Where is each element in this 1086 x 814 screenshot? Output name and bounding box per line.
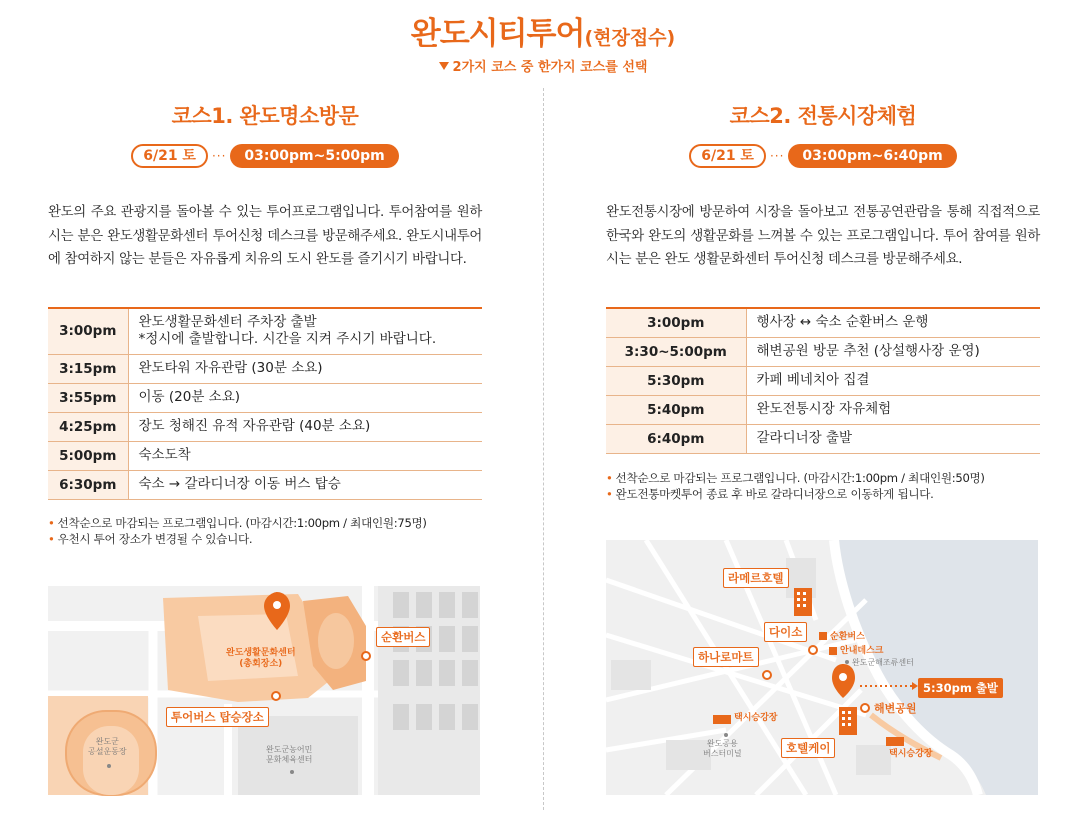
bullet-icon: • — [48, 532, 55, 546]
course1-notes — [48, 515, 482, 547]
bullet-icon: • — [48, 516, 55, 530]
table-row — [606, 424, 1040, 453]
map-taxi2-label: 택시승강장 — [889, 749, 933, 759]
schedule-time: 4:25pm — [48, 412, 128, 441]
schedule-time: 3:55pm — [48, 383, 128, 412]
course2-datetime — [606, 143, 1040, 169]
table-row — [48, 470, 482, 499]
schedule-desc: 카페 베네치아 집결 — [756, 372, 870, 388]
schedule-desc: 숙소도착 — [138, 447, 191, 463]
map-depart-label: 5:30pm 출발 — [918, 678, 1003, 698]
map-bus-small-label: 순환버스 — [830, 632, 865, 642]
note-item: • 선착순으로 마감되는 프로그램입니다. (마감시간:1:00pm / 최대인원:50명) — [606, 471, 985, 485]
note-item: • 선착순으로 마감되는 프로그램입니다. (마감시간:1:00pm / 최대인원:75명) — [48, 516, 427, 530]
triangle-down-icon — [439, 62, 449, 70]
note-item: • 완도전통마켓투어 종료 후 바로 갈라디너장으로 이동하게 됩니다. — [606, 487, 934, 501]
schedule-desc: 해변공원 방문 추천 (상설행사장 운영) — [756, 343, 980, 359]
table-row — [48, 412, 482, 441]
table-row — [48, 441, 482, 470]
subtitle-text: 2가지 코스 중 한가지 코스를 선택 — [452, 60, 648, 75]
schedule-time: 3:00pm — [48, 308, 128, 354]
schedule-time: 5:40pm — [606, 395, 746, 424]
schedule-desc: 갈라디너장 출발 — [756, 430, 853, 446]
schedule-time: 5:00pm — [48, 441, 128, 470]
table-row — [48, 383, 482, 412]
course2-notes — [606, 470, 1040, 502]
schedule-desc: 장도 청해진 유적 자유관람 (40분 소요) — [138, 418, 371, 434]
schedule-time: 3:30~5:00pm — [606, 337, 746, 366]
schedule-desc: 행사장 ↔ 숙소 순환버스 운행 — [756, 314, 929, 331]
table-row — [606, 395, 1040, 424]
course1-schedule-table — [48, 307, 482, 500]
map-research-label: 완도군해조류센터 — [852, 658, 914, 667]
note-item: • 우천시 투어 장소가 변경될 수 있습니다. — [48, 532, 253, 546]
schedule-time: 5:30pm — [606, 366, 746, 395]
table-row — [48, 354, 482, 383]
course2-dots: ··· — [769, 149, 785, 163]
schedule-desc-note: *정시에 출발합니다. 시간을 지켜 주시기 바랍니다. — [138, 331, 437, 348]
title-suffix: (현장접수) — [584, 27, 676, 49]
bullet-icon: • — [606, 471, 613, 485]
table-row — [48, 308, 482, 354]
page-title — [0, 8, 1086, 53]
map-tour-bus-label: 투어버스 탑승장소 — [166, 707, 269, 727]
schedule-time: 3:00pm — [606, 308, 746, 337]
map-taxi1-label: 택시승강장 — [734, 713, 778, 723]
page-subtitle — [0, 56, 1086, 75]
map-terminal-label: 완도공용 버스터미널 — [703, 739, 742, 758]
course2-schedule-table — [606, 307, 1040, 454]
schedule-desc: 완도타워 자유관람 (30분 소요) — [138, 360, 323, 376]
course1-time-pill: 03:00pm~5:00pm — [230, 144, 398, 168]
course2-date-pill: 6/21 토 — [689, 144, 766, 168]
schedule-time: 6:40pm — [606, 424, 746, 453]
course1-dots: ··· — [211, 149, 227, 163]
schedule-desc — [128, 308, 482, 354]
map-hanaro-label: 하나로마트 — [693, 647, 759, 667]
map-hotel-k-label: 호텔케이 — [781, 738, 835, 758]
bullet-icon: • — [606, 487, 613, 501]
schedule-desc-line: 완도생활문화센터 주차장 출발 — [138, 314, 317, 331]
schedule-desc: 이동 (20분 소요) — [138, 389, 240, 405]
course1-datetime — [48, 143, 482, 169]
course2-title: 코스2. 전통시장체험 — [729, 104, 917, 128]
course1-map[interactable] — [48, 586, 480, 795]
schedule-time: 6:30pm — [48, 470, 128, 499]
course1-map-graphic — [48, 586, 480, 795]
column-divider — [543, 88, 544, 810]
map-daiso-label: 다이소 — [764, 622, 807, 642]
map-stadium-label: 완도군 공설운동장 — [88, 737, 127, 756]
table-row — [606, 337, 1040, 366]
course1-date-pill: 6/21 토 — [131, 144, 208, 168]
schedule-desc: 숙소 → 갈라디너장 이동 버스 탑승 — [138, 476, 341, 492]
map-shuttle-bus-label: 순환버스 — [376, 627, 430, 647]
course1-title: 코스1. 완도명소방문 — [171, 104, 359, 128]
course2-map[interactable] — [606, 540, 1038, 759]
map-beach-park-label: 해변공원 — [874, 702, 917, 715]
map-farm-center-label: 완도군농어민 문화체육센터 — [266, 745, 313, 764]
title-main: 완도시티투어 — [410, 16, 585, 52]
map-ramada-label: 라메르호텔 — [723, 568, 789, 588]
table-row — [606, 366, 1040, 395]
table-row — [606, 308, 1040, 337]
map-info-desk-label: 안내데스크 — [840, 646, 884, 656]
schedule-time: 3:15pm — [48, 354, 128, 383]
course1-description: 완도의 주요 관광지를 돌아볼 수 있는 투어프로그램입니다. 투어참여를 원하시는 분은 완도생활문화센터 투어신청 데스크를 방문해주세요. 완도시내투어에 참여하지 않는 분들은 자유롭게 치유의 도시 완도를 즐기시기 바랍니다. — [48, 205, 482, 267]
course2-time-pill: 03:00pm~6:40pm — [788, 144, 956, 168]
schedule-desc: 완도전통시장 자유체험 — [756, 401, 892, 417]
course2-description: 완도전통시장에 방문하여 시장을 돌아보고 전통공연관람을 통해 직접적으로 한국와 완도의 생활문화를 느껴볼 수 있는 프로그램입니다. 투어 참여를 원하시는 분은 완도 생활문화센터 투어신청 데스크를 방문해주세요. — [606, 205, 1040, 267]
map-center-label: 완도생활문화센터 (총회장소) — [226, 648, 296, 669]
